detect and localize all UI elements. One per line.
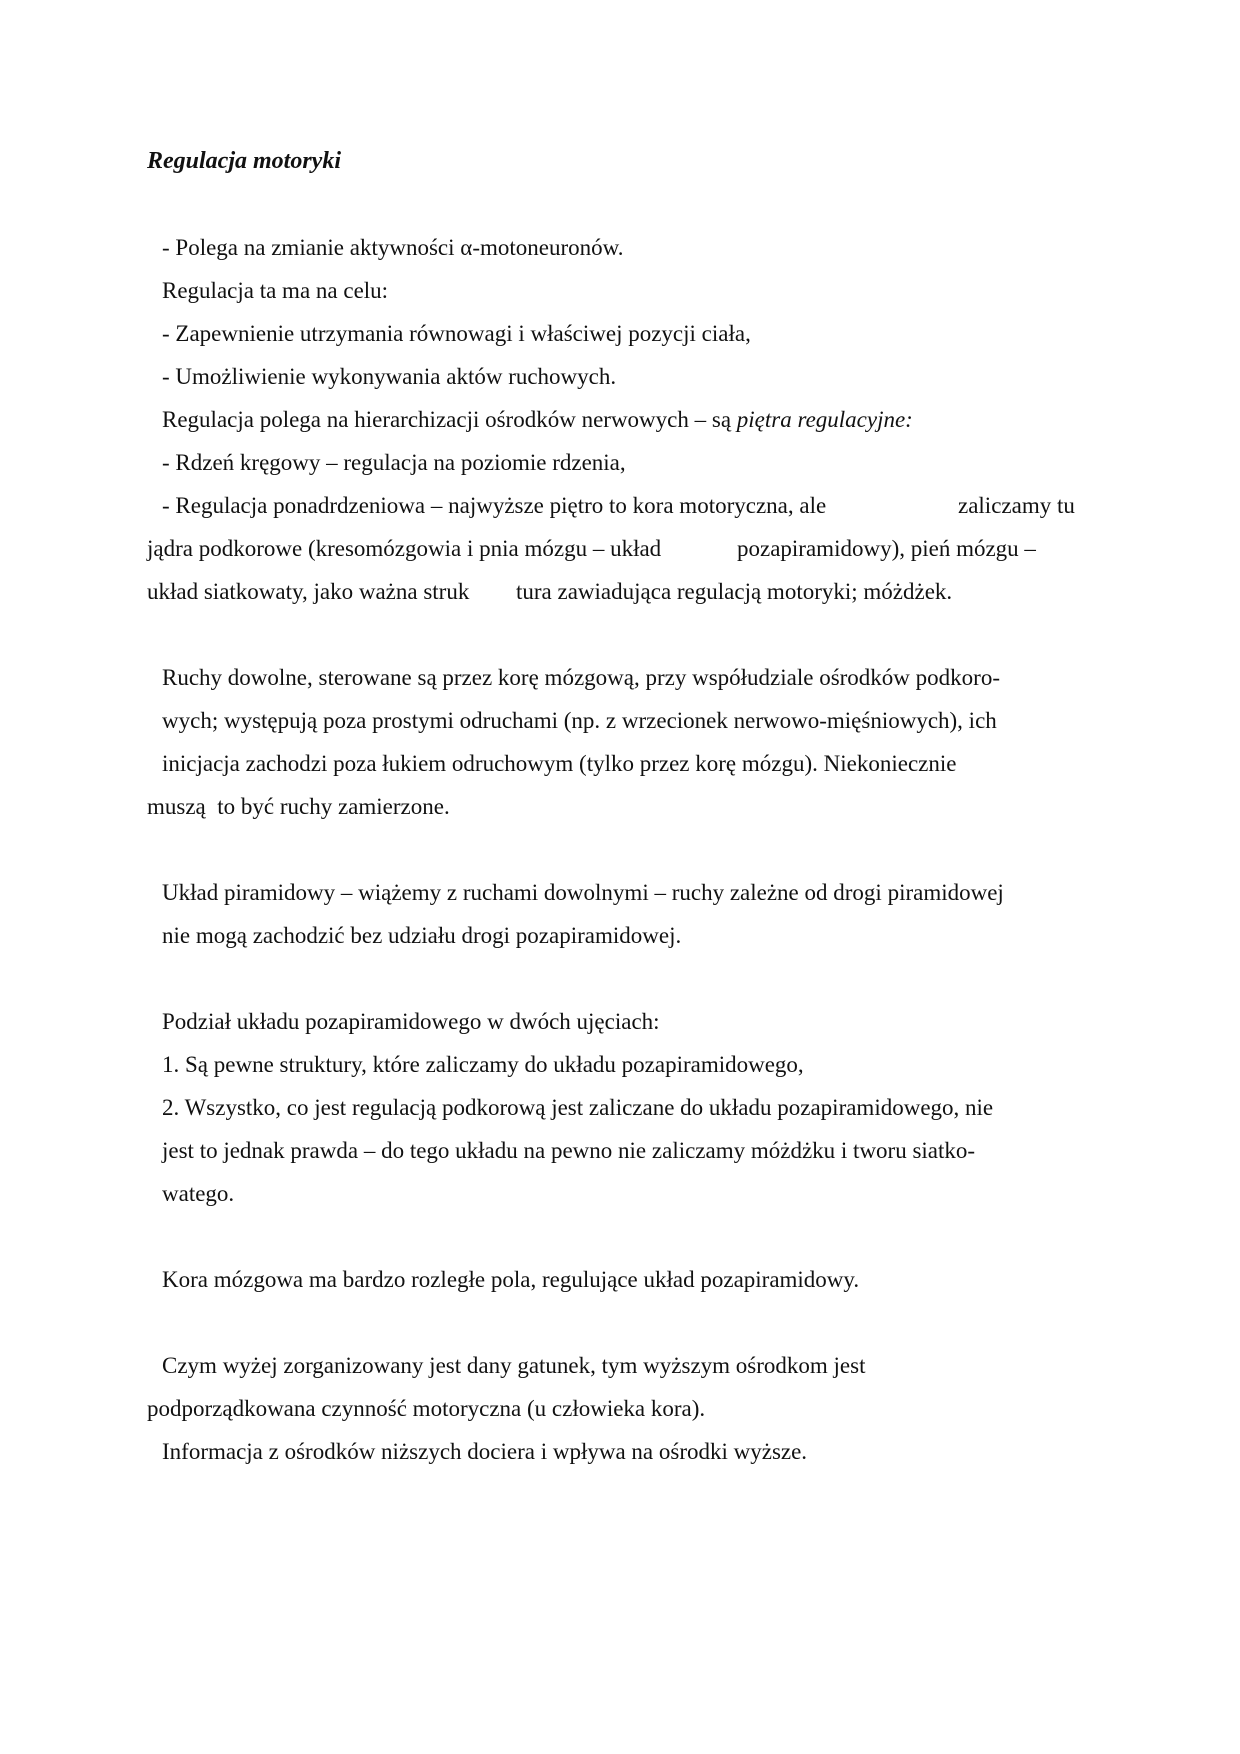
text-line: Regulacja ta ma na celu: bbox=[162, 278, 389, 303]
document-title: Regulacja motoryki bbox=[147, 148, 341, 174]
text-line: jest to jednak prawda – do tego układu na pewno nie zaliczamy móżdżku i tworu siatko- bbox=[162, 1138, 976, 1163]
emphasized-term: piętra regulacyjne: bbox=[736, 407, 913, 432]
text-line: Układ piramidowy – wiążemy z ruchami dowolnymi – ruchy zależne od drogi piramidowej bbox=[162, 880, 1004, 905]
text-line: watego. bbox=[162, 1181, 235, 1206]
text-line: układ siatkowaty, jako ważna struk bbox=[147, 579, 470, 604]
text-line: - Regulacja ponadrdzeniowa – najwyższe piętro to kora motoryczna, ale bbox=[162, 493, 827, 518]
text-line: inicjacja zachodzi poza łukiem odruchowym (tylko przez korę mózgu). Niekoniecznie bbox=[162, 751, 957, 776]
text-line: 2. Wszystko, co jest regulacją podkorową jest zaliczane do układu pozapiramidowego, nie bbox=[162, 1095, 994, 1120]
text-line: pozapiramidowy), pień mózgu – bbox=[737, 536, 1036, 561]
text-line: Kora mózgowa ma bardzo rozległe pola, regulujące układ pozapiramidowy. bbox=[162, 1267, 860, 1292]
text-line: 1. Są pewne struktury, które zaliczamy do układu pozapiramidowego, bbox=[162, 1052, 804, 1077]
text-line: - Umożliwienie wykonywania aktów ruchowych. bbox=[162, 364, 617, 389]
text-line: zaliczamy tu bbox=[958, 493, 1075, 518]
text-line: podporządkowana czynność motoryczna (u człowieka kora). bbox=[147, 1396, 706, 1421]
text-line: - Polega na zmianie aktywności α-motoneuronów. bbox=[162, 235, 624, 260]
text-line: Ruchy dowolne, sterowane są przez korę mózgową, przy współudziale ośrodków podkoro- bbox=[162, 665, 1000, 690]
text-line: wych; występują poza prostymi odruchami (np. z wrzecionek nerwowo-mięśniowych), ich bbox=[162, 708, 997, 733]
text-line: - Rdzeń kręgowy – regulacja na poziomie rdzenia, bbox=[162, 450, 626, 475]
text-line: jądra podkorowe (kresomózgowia i pnia mózgu – układ bbox=[147, 536, 662, 561]
text-line: Czym wyżej zorganizowany jest dany gatunek, tym wyższym ośrodkom jest bbox=[162, 1353, 866, 1378]
text-line: muszą to być ruchy zamierzone. bbox=[147, 794, 450, 819]
text-line: tura zawiadująca regulacją motoryki; móżdżek. bbox=[516, 579, 953, 604]
text-segment: Regulacja polega na hierarchizacji ośrodków nerwowych – są bbox=[162, 407, 737, 432]
text-line: Informacja z ośrodków niższych dociera i wpływa na ośrodki wyższe. bbox=[162, 1439, 808, 1464]
text-line bbox=[162, 405, 913, 435]
text-line: Podział układu pozapiramidowego w dwóch ujęciach: bbox=[162, 1009, 660, 1034]
text-line: nie mogą zachodzić bez udziału drogi pozapiramidowej. bbox=[162, 923, 682, 948]
text-line: - Zapewnienie utrzymania równowagi i właściwej pozycji ciała, bbox=[162, 321, 751, 346]
